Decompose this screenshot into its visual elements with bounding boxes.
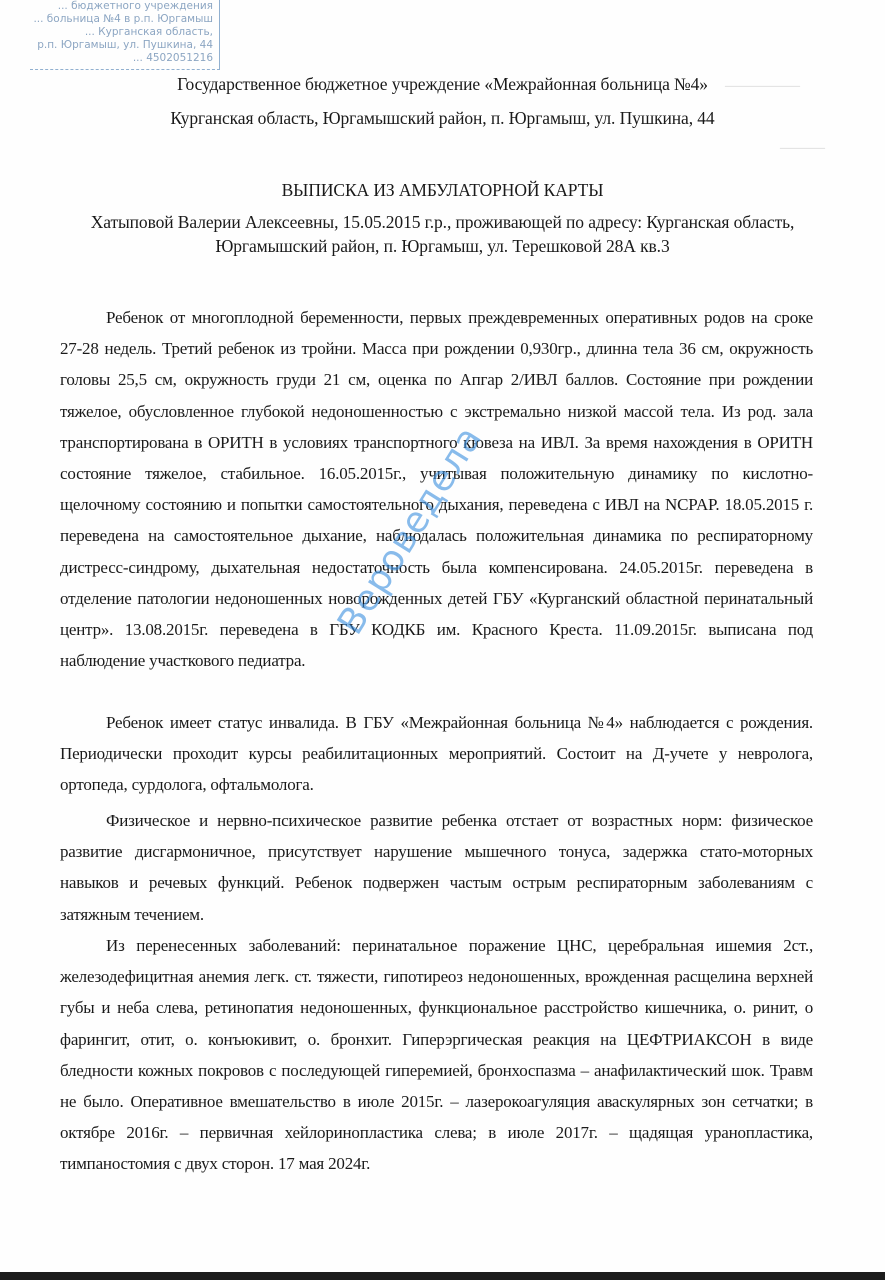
paragraph-disability-status	[60, 707, 813, 801]
paragraph-text: Ребенок имеет статус инвалида. В ГБУ «Межрайонная больница №4» наблюдается с рождения. Периодически проходит курсы реабилитационных мероприятий. Состоит на Д-учете у невролога, ортопеда, сурдолога, офтальмолога.	[60, 713, 813, 795]
paragraph-text: Ребенок от многоплодной беременности, первых преждевременных оперативных родов на сроке 27-28 недель. Третий ребенок из тройни. Масса при рождении 0,930гр., длинна тела 36 см, окружность головы 25,5 см, окружность груди 21 см, оценка по Апгар 2/ИВЛ баллов. Состояние при рождении тяжелое, обусловленное глубокой недоношенностью с экстремально низкой массой тела. Из род. зала транспортирована в ОРИТН в условиях транспортного кювеза на ИВЛ. За время нахождения в ОРИТН состояние тяжелое, стабильное. 16.05.2015г., учитывая положительную динамику по кислотно-щелочному состоянию и попытки самостоятельного дыхания, переведена с ИВЛ на NCPAP. 18.05.2015 г. переведена на самостоятельное дыхание, наблюдалась положительная динамика по респираторному дистресс-синдрому, дыхательная недостаточность была компенсирована. 24.05.2015г. переведена в отделение патологии недоношенных новорожденных детей ГБУ «Курганский областной перинатальный центр». 13.08.2015г. переведена в ГБУ КОДКБ им. Красного Креста. 11.09.2015г. выписана под наблюдение участкового педиатра.	[60, 308, 813, 671]
patient-info-line-2: Юргамышский район, п. Юргамыш, ул. Терешковой 28А кв.3	[215, 236, 670, 256]
paragraph-development	[60, 805, 813, 930]
stamp-line: ... бюджетного учреждения	[57, 0, 213, 12]
stamp-line: ... 4502051216	[132, 52, 213, 64]
institution-address: Курганская область, Юргамышский район, п. Юргамыш, ул. Пушкина, 44	[170, 108, 715, 128]
paragraph-text: Физическое и нервно-психическое развитие ребенка отстает от возрастных норм: физическое развитие дисгармоничное, присутствует нарушение мышечного тонуса, задержка стато-моторных навыков и речевых функций. Ребенок подвержен частым острым респираторным заболеваниям с затяжным течением.	[60, 811, 813, 924]
patient-info-line-1: Хатыповой Валерии Алексеевны, 15.05.2015 г.р., проживающей по адресу: Курганская область,	[90, 212, 795, 232]
scan-edge	[0, 1272, 885, 1280]
document-title: ВЫПИСКА ИЗ АМБУЛАТОРНОЙ КАРТЫ	[281, 180, 604, 200]
stamp-line: р.п. Юргамыш, ул. Пушкина, 44	[37, 39, 213, 51]
institution-stamp	[30, 0, 220, 70]
stamp-line: ... Курганская область,	[84, 26, 213, 38]
bleed-through-text: —————	[725, 78, 800, 94]
watermark: Вероведела	[330, 418, 491, 642]
paragraph-text: Из перенесенных заболеваний: перинатальное поражение ЦНС, церебральная ишемия 2ст., железодефицитная анемия легк. ст. тяжести, гипотиреоз недоношенных, врожденная расщелина верхней губы и неба слева, ретинопатия недоношенных, функциональное расстройство кишечника, о. ринит, о фарингит, отит, о. конъюкивит, о. бронхит. Гиперэргическая реакция на ЦЕФТРИАКСОН в виде бледности кожных покровов с последующей гиперемией, бронхоспазма – анафилактический шок. Травм не было. Оперативное вмешательство в июле 2015г. – лазерокоагуляция аваскулярных зон сетчатки; в октябре 2016г. – первичная хейлоринопластика слева; в июле 2017г. – щадящая уранопластика, тимпаностомия с двух сторон. 17 мая 2024г.	[60, 936, 813, 1174]
stamp-line: ... больница №4 в р.п. Юргамыш	[33, 13, 213, 25]
paragraph-past-diseases	[60, 930, 813, 1180]
bleed-through-text: ———	[780, 140, 825, 156]
institution-name: Государственное бюджетное учреждение «Межрайонная больница №4»	[177, 74, 708, 94]
